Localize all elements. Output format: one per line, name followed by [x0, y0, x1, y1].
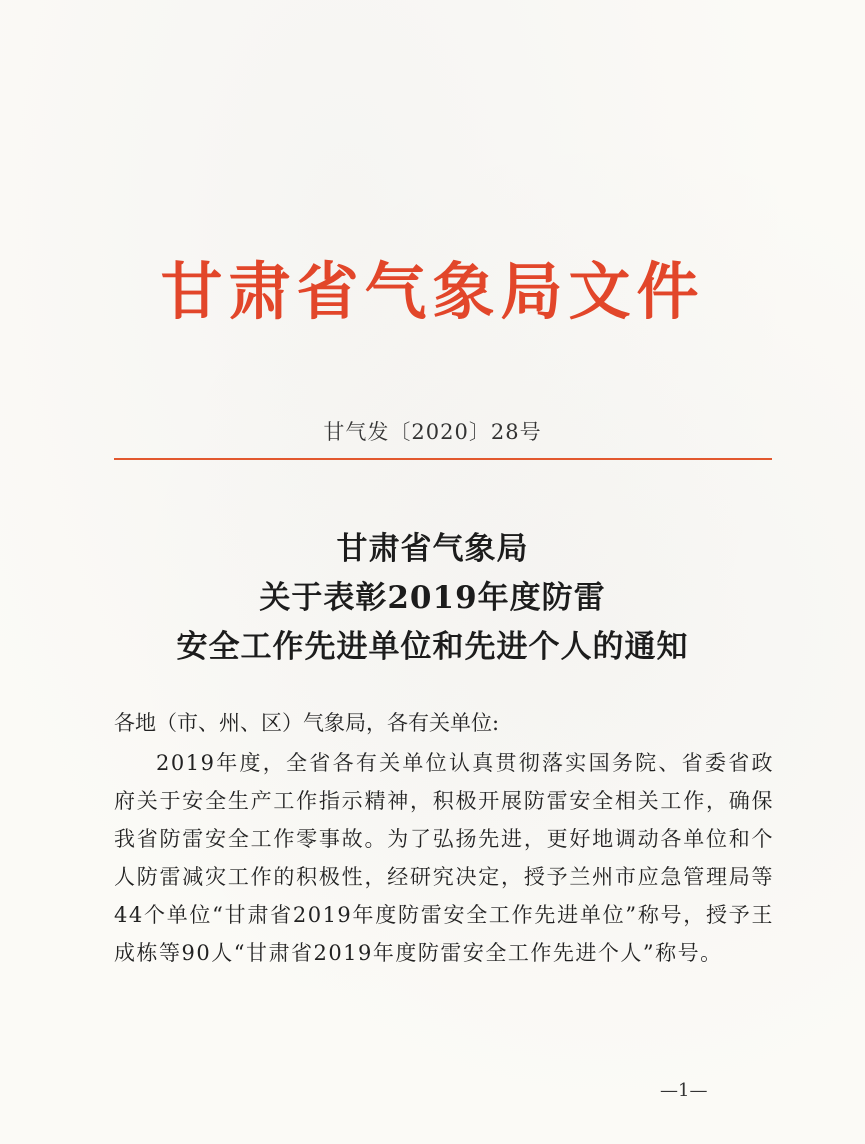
notice-title-line-3: 安全工作先进单位和先进个人的通知	[176, 629, 689, 665]
header-divider	[114, 458, 772, 460]
notice-title	[0, 525, 865, 672]
notice-title-line-1: 甘肃省气象局	[336, 531, 529, 567]
page-number: —1—	[660, 1080, 708, 1101]
document-number: 甘气发〔2020〕28号	[323, 420, 542, 444]
body-paragraph-1: 2019年度，全省各有关单位认真贯彻落实国务院、省委省政府关于安全生产工作指示精神，积极开展防雷安全相关工作，确保我省防雷安全工作零事故。为了弘扬先进，更好地调动各单位和个人防雷减灾工作的积极性，经研究决定，授予兰州市应急管理局等44个单位“甘肃省2019年度防雷安全工作先进单位”称号，授予王成栋等90人“甘肃省2019年度防雷安全工作先进个人”称号。	[114, 751, 774, 965]
document-body	[114, 704, 774, 972]
document-header-title: 甘肃省气象局文件	[160, 255, 705, 328]
notice-title-line-2: 关于表彰2019年度防雷	[259, 580, 606, 616]
salutation: 各地（市、州、区）气象局，各有关单位:	[114, 711, 500, 735]
